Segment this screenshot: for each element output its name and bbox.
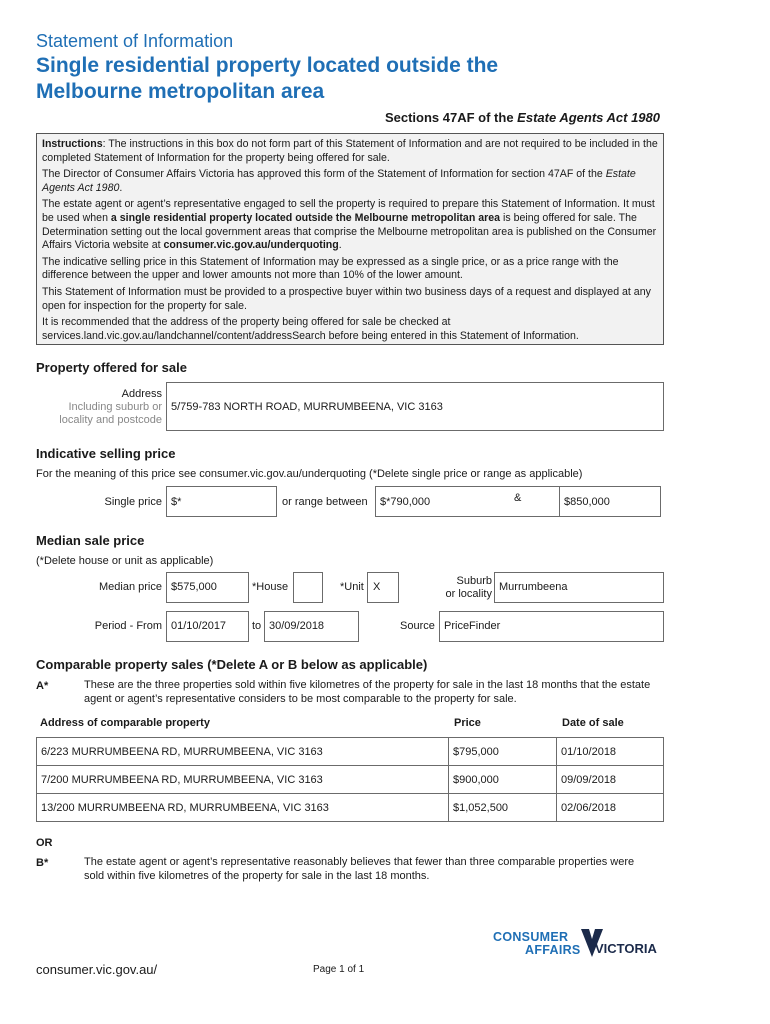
comparable-price-cell[interactable]: $795,000: [449, 738, 557, 766]
suburb-label-line1: Suburb: [456, 575, 492, 587]
comparable-price-cell[interactable]: $1,052,500: [449, 794, 557, 822]
col-address-header: Address of comparable property: [40, 717, 210, 729]
instructions-p2-act: Estate Agents Act 1980: [42, 168, 636, 194]
range-high-value[interactable]: $850,000: [564, 496, 610, 508]
median-price-label: Median price: [99, 581, 162, 593]
suburb-label-line2: or locality: [445, 588, 492, 600]
footer-page-number: Page 1 of 1: [313, 964, 365, 975]
period-to-value: 30/09/2018: [269, 620, 325, 632]
source-field[interactable]: [439, 611, 664, 642]
single-price-value: $*: [171, 496, 182, 508]
table-row: [37, 766, 664, 794]
comparable-address-cell[interactable]: 6/223 MURRUMBEENA RD, MURRUMBEENA, VIC 3163: [37, 738, 449, 766]
comparable-date-cell[interactable]: 01/10/2018: [557, 738, 664, 766]
sections-act: Estate Agents Act 1980: [517, 110, 660, 125]
table-row: [37, 738, 664, 766]
unit-label: *Unit: [340, 581, 364, 593]
logo-line2: AFFAIRS: [525, 943, 581, 957]
instructions-p2: [42, 168, 658, 195]
comparable-heading: Comparable property sales (*Delete A or B below as applicable): [36, 657, 428, 672]
indicative-heading: Indicative selling price: [36, 446, 176, 461]
instructions-p1-text: : The instructions in this box do not form part of this Statement of Information and are not required to be included in the completed Statement of Information for the property being offered for sale.: [42, 138, 658, 164]
consumer-affairs-victoria-logo: [493, 929, 668, 961]
unit-value: X: [373, 581, 381, 593]
median-note: (*Delete house or unit as applicable): [36, 555, 214, 567]
suburb-value: Murrumbeena: [499, 581, 568, 593]
address-label: Address: [121, 388, 162, 400]
single-price-label: Single price: [104, 496, 162, 508]
address-value: 5/759-783 NORTH ROAD, MURRUMBEENA, VIC 3163: [171, 401, 443, 413]
range-label: or range between: [282, 496, 368, 508]
median-heading: Median sale price: [36, 533, 145, 548]
page-title: [36, 53, 498, 105]
option-a-text: These are the three properties sold within five kilometres of the property for sale in the last 18 months that the estate agent or agent’s representative considers to be most comparable to the property for sale.: [84, 679, 651, 705]
option-b-marker: B*: [36, 857, 49, 869]
option-b-text: The estate agent or agent’s representative reasonably believes that fewer than three comparable properties were sold within five kilometres of the property for sale in the last 18 months.: [84, 856, 635, 882]
comparable-price-cell[interactable]: $900,000: [449, 766, 557, 794]
comparable-table: [36, 737, 664, 822]
property-heading: Property offered for sale: [36, 360, 187, 375]
house-checkbox[interactable]: [293, 572, 323, 603]
median-price-value: $575,000: [171, 581, 217, 593]
comparable-date-cell[interactable]: 02/06/2018: [557, 794, 664, 822]
col-price-header: Price: [454, 717, 481, 729]
period-to-field[interactable]: [264, 611, 359, 642]
instructions-p3-text: The estate agent or agent’s representative engaged to sell the property is required to prepare this Statement of Information. It must be used when: [42, 198, 655, 224]
page-title-line2: Melbourne metropolitan area: [36, 80, 325, 103]
or-label: OR: [36, 837, 53, 849]
instructions-p3-link: consumer.vic.gov.au/underquoting: [163, 239, 339, 252]
sections-prefix: Sections 47AF of the: [384, 110, 518, 125]
comparable-address-cell[interactable]: 13/200 MURRUMBEENA RD, MURRUMBEENA, VIC 3163: [37, 794, 449, 822]
instructions-p4: The indicative selling price in this Statement of Information may be expressed as a single price, or as a price range with the difference between the upper and lower amounts not more than 10% of the lower amount.: [42, 255, 619, 282]
period-from-field[interactable]: [166, 611, 249, 642]
instructions-p1: [42, 138, 658, 165]
logo-line1: CONSUMER: [493, 930, 569, 944]
instructions-label: Instructions: [42, 138, 103, 150]
address-hint2: locality and postcode: [59, 414, 162, 426]
house-label: *House: [252, 581, 289, 593]
address-hint1: Including suburb or: [68, 401, 162, 413]
page-title-line1: Single residential property located outside the: [36, 54, 499, 77]
single-price-field[interactable]: [166, 486, 277, 517]
source-value: PriceFinder: [444, 620, 501, 632]
source-label: Source: [400, 620, 435, 632]
instructions-p6: It is recommended that the address of the property being offered for sale be checked at services.land.vic.gov.au/landchannel/content/addressSearch before being entered in this Statement of Information.: [42, 316, 579, 342]
sections-reference: [385, 110, 660, 125]
instructions-p3: [42, 198, 658, 252]
table-row: [37, 794, 664, 822]
median-price-field[interactable]: [166, 572, 249, 603]
instructions-p5: This Statement of Information must be provided to a prospective buyer within two business days of a request and displayed at any open for inspection for the property for sale.: [42, 285, 651, 312]
instructions-p3-end: .: [338, 239, 342, 252]
col-date-header: Date of sale: [562, 717, 624, 729]
comparable-address-cell[interactable]: 7/200 MURRUMBEENA RD, MURRUMBEENA, VIC 3163: [37, 766, 449, 794]
range-ampersand: &: [514, 492, 522, 504]
range-divider: [559, 486, 560, 517]
indicative-note: For the meaning of this price see consumer.vic.gov.au/underquoting (*Delete single price or range as applicable): [36, 468, 583, 480]
footer-website[interactable]: consumer.vic.gov.au/: [36, 962, 158, 977]
range-field[interactable]: [375, 486, 661, 517]
comparable-date-cell[interactable]: 09/09/2018: [557, 766, 664, 794]
option-a-marker: A*: [36, 680, 49, 692]
period-from-value: 01/10/2017: [171, 620, 227, 632]
instructions-p2-text: The Director of Consumer Affairs Victoria has approved this form of the Statement of Information for section 47AF of the: [42, 168, 606, 181]
address-field[interactable]: [166, 382, 664, 431]
unit-checkbox[interactable]: [367, 572, 399, 603]
instructions-p3-text2: is being offered for sale. The Determination setting out the local government areas that comprise the Melbourne metropolitan area is published on the Consumer Affairs Victoria website at: [42, 211, 657, 252]
period-to-label: to: [252, 620, 262, 632]
range-low-value[interactable]: $*790,000: [380, 496, 431, 508]
logo-word: VICTORIA: [595, 941, 657, 956]
form-subtitle: Statement of Information: [36, 31, 234, 51]
instructions-box: [36, 133, 664, 345]
instructions-p2-end: .: [119, 181, 123, 194]
period-label: Period - From: [94, 620, 162, 632]
instructions-p3-bold: a single residential property located outside the Melbourne metropolitan area: [110, 211, 501, 224]
suburb-field[interactable]: [494, 572, 664, 603]
